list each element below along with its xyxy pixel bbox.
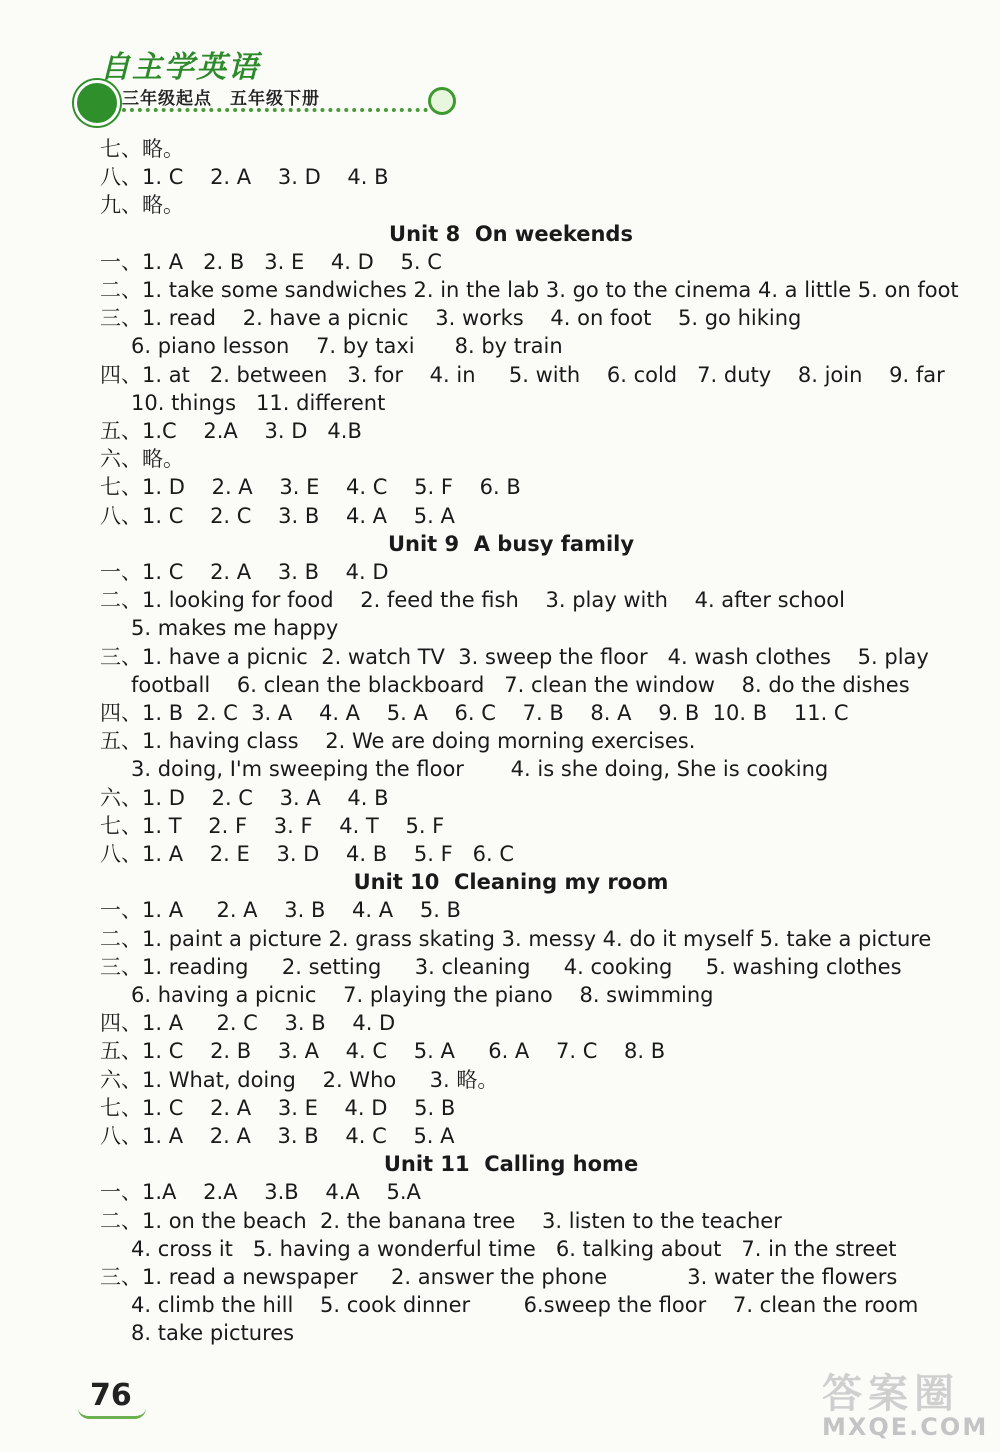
answer-continuation: 8. take pictures bbox=[131, 1321, 295, 1346]
answer-continuation: 6. piano lesson 7. by taxi 8. by train bbox=[131, 334, 563, 359]
answer-line: 五、1.C 2.A 3. D 4.B bbox=[100, 419, 362, 443]
answer-line: 一、1. C 2. A 3. B 4. D bbox=[100, 560, 389, 584]
unit-heading: Unit 9 A busy family bbox=[387, 531, 635, 556]
answer-line: 八、1. A 2. A 3. B 4. C 5. A bbox=[100, 1124, 455, 1148]
answer-continuation: 4. cross it 5. having a wonderful time 6. talking about 7. in the street bbox=[131, 1236, 897, 1261]
answer-line: 一、1. A 2. B 3. E 4. D 5. C bbox=[100, 249, 442, 274]
answer-line: 三、1. read a newspaper 2. answer the phone 3. water the flowers bbox=[100, 1265, 898, 1289]
answer-line: 七、1. D 2. A 3. E 4. C 5. F 6. B bbox=[100, 475, 521, 500]
answer-continuation: 4. climb the hill 5. cook dinner 6.sweep the floor 7. clean the room bbox=[131, 1293, 919, 1318]
book-logo: 自主学英语 bbox=[100, 50, 260, 85]
answer-line: 一、1. A 2. A 3. B 4. A 5. B bbox=[100, 898, 461, 923]
answer-line: 二、1. looking for food 2. feed the fish 3. play with 4. after school bbox=[100, 588, 845, 613]
answer-line: 七、1. C 2. A 3. E 4. D 5. B bbox=[100, 1095, 456, 1120]
answer-line: 六、1. D 2. C 3. A 4. B bbox=[100, 785, 389, 810]
header-dotted-line bbox=[122, 108, 428, 112]
page-number: 76 bbox=[90, 1378, 132, 1413]
unit-heading: Unit 8 On weekends bbox=[389, 221, 633, 246]
book-subtitle bbox=[122, 84, 320, 109]
watermark-logo: 答案圈 bbox=[822, 1371, 960, 1417]
logo-badge bbox=[74, 80, 120, 126]
answer-continuation: football 6. clean the blackboard 7. clean the window 8. do the dishes bbox=[131, 672, 910, 697]
page-number-swirl bbox=[78, 1408, 146, 1419]
unit-heading: Unit 10 Cleaning my room bbox=[353, 870, 669, 895]
answer-line: 八、1. A 2. E 3. D 4. B 5. F 6. C bbox=[100, 842, 515, 866]
unit-heading: Unit 11 Calling home bbox=[383, 1152, 639, 1177]
answer-continuation: 10. things 11. different bbox=[131, 390, 386, 415]
watermark-url: MXQE.COM bbox=[822, 1413, 989, 1441]
answer-line: 二、1. on the beach 2. the banana tree 3. listen to the teacher bbox=[100, 1208, 782, 1233]
watermark bbox=[822, 1362, 992, 1442]
answer-line: 四、1. B 2. C 3. A 4. A 5. A 6. C 7. B 8. A 9. B 10. B 11. C bbox=[100, 701, 849, 725]
answer-line: 四、1. at 2. between 3. for 4. in 5. with 6. cold 7. duty 8. join 9. far bbox=[100, 362, 945, 387]
answer-line: 六、1. What, doing 2. Who 3. 略。 bbox=[100, 1067, 499, 1092]
answer-line: 三、1. have a picnic 2. watch TV 3. sweep the floor 4. wash clothes 5. play bbox=[100, 644, 929, 669]
answer-line: 七、1. T 2. F 3. F 4. T 5. F bbox=[100, 813, 445, 838]
answer-line: 九、略。 bbox=[100, 193, 184, 218]
header-end-circle bbox=[428, 87, 456, 115]
answer-line: 三、1. reading 2. setting 3. cleaning 4. cooking 5. washing clothes bbox=[100, 954, 902, 979]
answer-line: 二、1. paint a picture 2. grass skating 3. messy 4. do it myself 5. take a picture bbox=[100, 926, 932, 951]
answer-line: 八、1. C 2. C 3. B 4. A 5. A bbox=[100, 503, 455, 528]
subtitle-start-grade: 三年级起点 bbox=[122, 89, 212, 109]
answer-line: 五、1. having class 2. We are doing morning exercises. bbox=[100, 729, 696, 754]
answer-line: 七、略。 bbox=[100, 137, 184, 161]
answer-line: 五、1. C 2. B 3. A 4. C 5. A 6. A 7. C 8. B bbox=[100, 1039, 666, 1064]
answer-line: 四、1. A 2. C 3. B 4. D bbox=[100, 1011, 396, 1036]
subtitle-volume: 五年级下册 bbox=[230, 89, 320, 109]
answer-line: 三、1. read 2. have a picnic 3. works 4. on foot 5. go hiking bbox=[100, 306, 802, 331]
page-header bbox=[70, 40, 460, 120]
answer-continuation: 6. having a picnic 7. playing the piano 8. swimming bbox=[131, 983, 714, 1007]
answer-continuation: 3. doing, I'm sweeping the floor 4. is she doing, She is cooking bbox=[131, 757, 829, 782]
answer-line: 八、1. C 2. A 3. D 4. B bbox=[100, 165, 389, 190]
answer-line: 二、1. take some sandwiches 2. in the lab 3. go to the cinema 4. a little 5. on foot bbox=[100, 278, 959, 302]
answer-line: 六、略。 bbox=[100, 447, 184, 472]
answer-continuation: 5. makes me happy bbox=[131, 616, 339, 641]
answer-line: 一、1.A 2.A 3.B 4.A 5.A bbox=[100, 1180, 421, 1205]
